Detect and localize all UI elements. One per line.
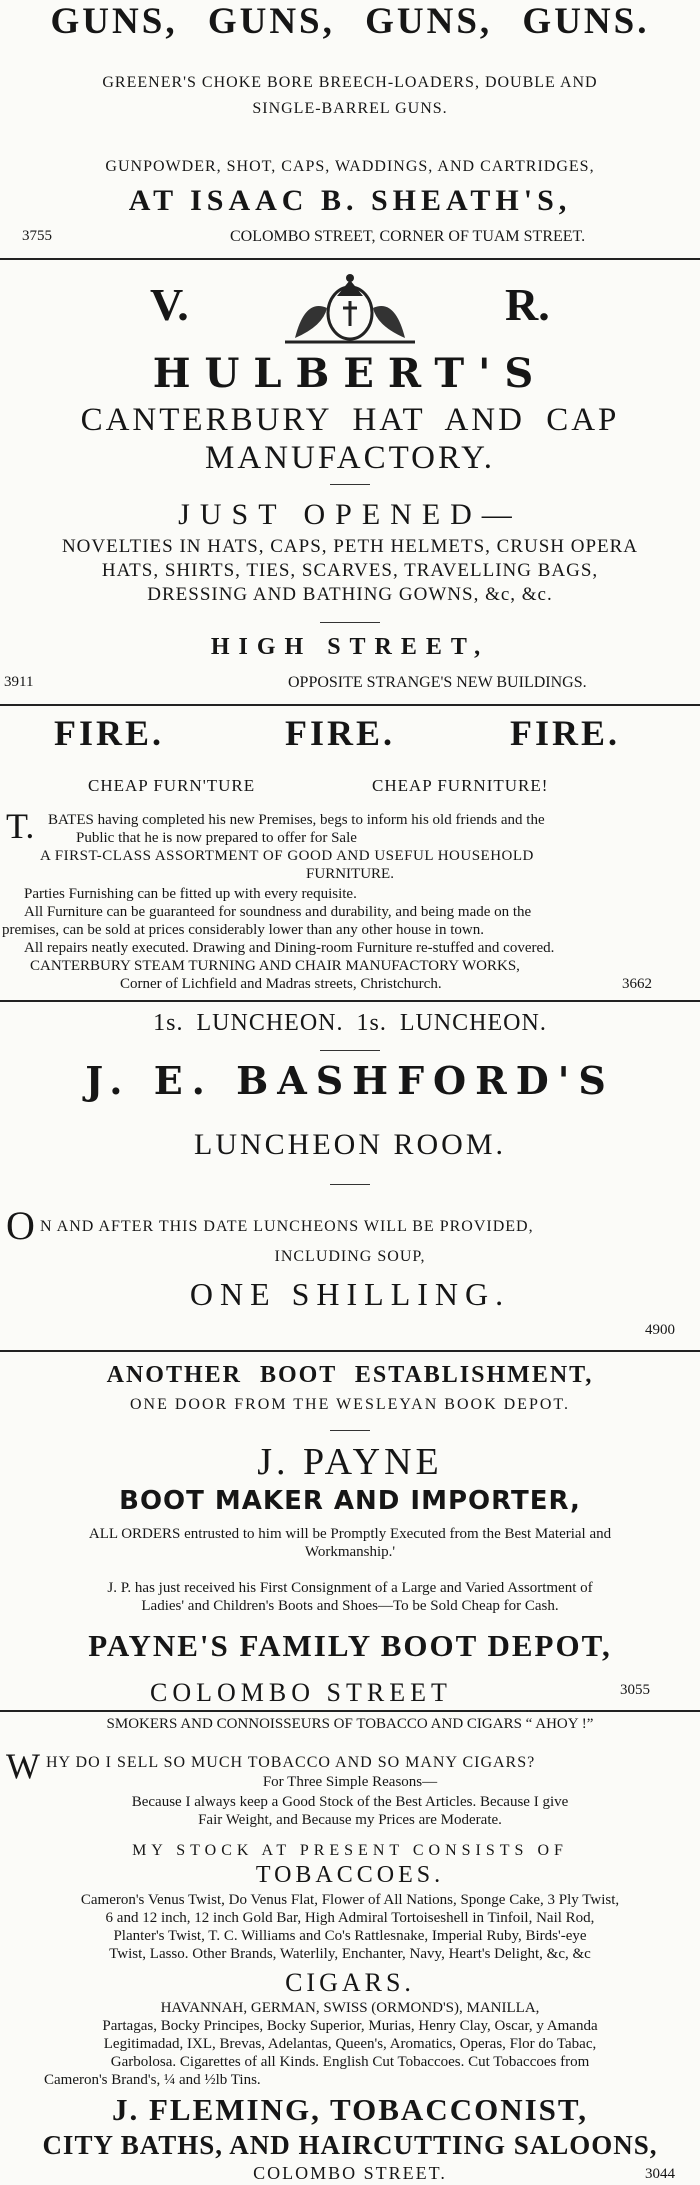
boot-line-2: ONE DOOR FROM THE WESLEYAN BOOK DEPOT.: [129, 1396, 570, 1413]
cigar-list-1: HAVANNAH, GERMAN, SWISS (ORMOND'S), MANILLA,: [160, 2000, 540, 2016]
furniture-text-2: Public that he is now prepared to offer for Sale: [76, 830, 357, 846]
bashfords-brand: J. E. BASHFORD'S: [85, 1058, 615, 1103]
furniture-text-10: Corner of Lichfield and Madras streets, Christchurch.: [120, 976, 442, 992]
cigars-heading: CIGARS.: [285, 1968, 415, 1997]
one-shilling: ONE SHILLING.: [189, 1276, 511, 1312]
hulberts-title-1: CANTERBURY HAT AND CAP: [80, 402, 620, 438]
tobacco-top: SMOKERS AND CONNOISSEURS OF TOBACCO AND CIGARS “ AHOY !”: [106, 1716, 594, 1732]
furniture-text-8: All repairs neatly executed. Drawing and Dining-room Furniture re-stuffed and covered.: [24, 940, 555, 956]
ad-number: 3911: [4, 674, 34, 690]
short-rule: [330, 484, 370, 485]
furniture-text-3: A FIRST-CLASS ASSORTMENT OF GOOD AND USEFUL HOUSEHOLD: [40, 848, 534, 864]
hulberts-line-2: HATS, SHIRTS, TIES, SCARVES, TRAVELLING BAGS,: [101, 560, 599, 581]
boot-text-4: Ladies' and Children's Boots and Shoes—To be Sold Cheap for Cash.: [141, 1598, 559, 1614]
stock-heading: MY STOCK AT PRESENT CONSISTS OF: [132, 1842, 568, 1859]
v-letter: V.: [150, 279, 189, 330]
boot-text-2: Workmanship.': [304, 1544, 396, 1560]
luncheon-room: LUNCHEON ROOM.: [194, 1128, 506, 1161]
furniture-text-5: Parties Furnishing can be fitted up with every requisite.: [24, 886, 357, 902]
short-rule: [330, 1184, 370, 1185]
furniture-text-1: BATES having completed his new Premises, begs to inform his old friends and the: [48, 812, 545, 828]
guns-line-2: SINGLE-BARREL GUNS.: [252, 100, 448, 117]
drop-cap: T.: [6, 806, 35, 846]
coat-of-arms-icon: [265, 268, 435, 346]
furniture-text-7: premises, can be sold at prices considerably lower than any other house in town.: [2, 922, 484, 938]
tobaccoes-heading: TOBACCOES.: [255, 1862, 445, 1888]
boot-street: COLOMBO STREET: [150, 1678, 452, 1707]
guns-seller: AT ISAAC B. SHEATH'S,: [128, 184, 572, 217]
tobacco-text-1: For Three Simple Reasons—: [262, 1774, 438, 1790]
furniture-text-9: CANTERBURY STEAM TURNING AND CHAIR MANUFACTORY WORKS,: [30, 958, 520, 974]
cigar-list-5: Cameron's Brand's, ¼ and ½lb Tins.: [44, 2072, 261, 2088]
fire-3: FIRE.: [510, 713, 621, 753]
luncheon-text-2: INCLUDING SOUP,: [274, 1248, 426, 1265]
cheap-furniture-1: CHEAP FURN'TURE: [88, 776, 256, 795]
ad-number: 3044: [645, 2166, 675, 2182]
divider: [0, 1000, 700, 1002]
divider: [0, 1350, 700, 1352]
tobacco-list-1: Cameron's Venus Twist, Do Venus Flat, Flower of All Nations, Sponge Cake, 3 Ply Twist,: [80, 1892, 620, 1908]
tobacco-question: HY DO I SELL SO MUCH TOBACCO AND SO MANY CIGARS?: [46, 1754, 536, 1771]
ad-number: 4900: [645, 1322, 675, 1338]
boot-text-1: ALL ORDERS entrusted to him will be Promptly Executed from the Best Material and: [88, 1526, 612, 1542]
ad-number: 3662: [622, 976, 652, 992]
drop-cap: W: [6, 1746, 40, 1786]
divider: [0, 1710, 700, 1712]
hulberts-line-3: DRESSING AND BATHING GOWNS, &c, &c.: [147, 584, 553, 605]
tobacco-text-2: Because I always keep a Good Stock of the Best Articles. Because I give: [131, 1794, 569, 1810]
boot-text-3: J. P. has just received his First Consignment of a Large and Varied Assortment of: [107, 1580, 593, 1596]
short-rule: [320, 1050, 380, 1051]
r-letter: R.: [505, 279, 550, 330]
just-opened: JUST OPENED—: [178, 498, 522, 531]
boot-depot: PAYNE'S FAMILY BOOT DEPOT,: [88, 1628, 612, 1663]
fire-2: FIRE.: [285, 713, 396, 753]
guns-address: COLOMBO STREET, CORNER OF TUAM STREET.: [230, 228, 586, 245]
ad-number: 3055: [620, 1682, 650, 1698]
tobacco-list-3: Planter's Twist, T. C. Williams and Co's Rattlesnake, Imperial Ruby, Birds'-eye: [113, 1928, 587, 1944]
tobacco-list-2: 6 and 12 inch, 12 inch Gold Bar, High Admiral Tortoiseshell in Tinfoil, Nail Rod,: [105, 1910, 595, 1926]
fleming-name: J. FLEMING, TOBACCONIST,: [111, 2092, 589, 2127]
hulberts-title-2: MANUFACTORY.: [205, 440, 495, 476]
furniture-text-6: All Furniture can be guaranteed for soundness and durability, and being made on the: [24, 904, 532, 920]
cigar-list-2: Partagas, Bocky Principes, Bocky Superior, Murias, Henry Clay, Oscar, y Amanda: [102, 2018, 598, 2034]
boot-line-1: ANOTHER BOOT ESTABLISHMENT,: [106, 1362, 594, 1388]
payne-name: J. PAYNE: [257, 1441, 443, 1483]
fleming-street: COLOMBO STREET.: [253, 2163, 447, 2183]
guns-line-1: GREENER'S CHOKE BORE BREECH-LOADERS, DOUBLE AND: [102, 74, 598, 91]
ad-number: 3755: [22, 228, 52, 244]
divider: [0, 704, 700, 706]
furniture-text-4: FURNITURE.: [306, 866, 394, 882]
boot-trade: BOOT MAKER AND IMPORTER,: [119, 1486, 581, 1516]
city-baths: CITY BATHS, AND HAIRCUTTING SALOONS,: [42, 2130, 658, 2160]
fire-1: FIRE.: [54, 713, 165, 753]
cheap-furniture-2: CHEAP FURNITURE!: [372, 776, 549, 795]
opposite-line: OPPOSITE STRANGE'S NEW BUILDINGS.: [288, 674, 587, 691]
tobacco-list-4: Twist, Lasso. Other Brands, Waterlily, Enchanter, Navy, Heart's Delight, &c, &c: [109, 1946, 591, 1962]
short-rule: [320, 622, 380, 623]
cigar-list-4: Garbolosa. Cigarettes of all Kinds. English Cut Tobaccoes. Cut Tobaccoes from: [110, 2054, 590, 2070]
hulberts-brand: HULBERT'S: [152, 350, 548, 397]
guns-line-3: GUNPOWDER, SHOT, CAPS, WADDINGS, AND CARTRIDGES,: [105, 158, 595, 175]
high-street: HIGH STREET,: [210, 634, 490, 660]
divider: [0, 258, 700, 260]
short-rule: [330, 1430, 370, 1431]
hulberts-line-1: NOVELTIES IN HATS, CAPS, PETH HELMETS, CRUSH OPERA: [61, 536, 639, 557]
cigar-list-3: Legitimadad, IXL, Brevas, Adelantas, Queen's, Aromatics, Operas, Flor do Tabac,: [103, 2036, 597, 2052]
drop-cap: O: [6, 1203, 35, 1248]
guns-heading: GUNS, GUNS, GUNS, GUNS.: [50, 1, 650, 42]
tobacco-text-3: Fair Weight, and Because my Prices are Moderate.: [198, 1812, 502, 1828]
luncheon-text-1: N AND AFTER THIS DATE LUNCHEONS WILL BE PROVIDED,: [40, 1218, 534, 1235]
luncheon-top: 1s. LUNCHEON. 1s. LUNCHEON.: [153, 1010, 547, 1036]
